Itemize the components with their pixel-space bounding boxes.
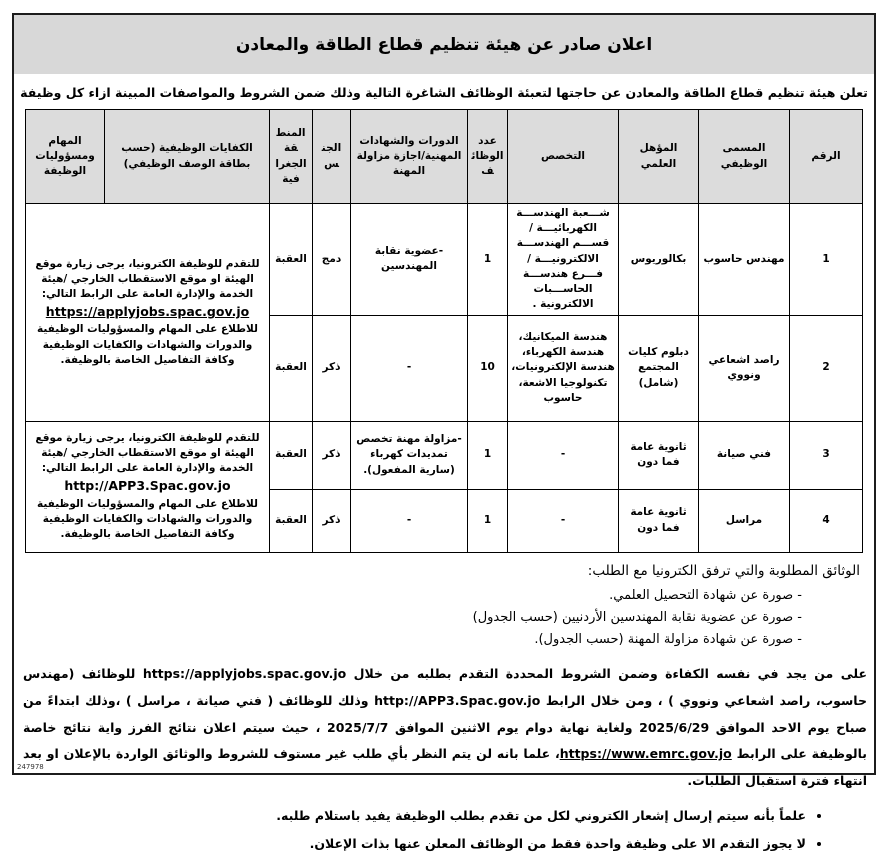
apply-text-after: للاطلاع على المهام والمسؤوليات الوظيفية والدورات والشهادات والكفايات الوظيفية وكافة التفاصيل الخاصة بالوظيفة. <box>37 323 258 366</box>
job-title: مهندس حاسوب <box>699 204 790 316</box>
document-item: - صورة عن عضوية نقابة المهندسين الأردنيين (حسب الجدول) <box>472 609 802 625</box>
required-documents-section <box>28 563 860 651</box>
col-certificates: الدورات والشهادات المهنية/اجازة مزاولة المهنة <box>351 110 468 204</box>
qualification: ثانوية عامة فما دون <box>619 489 699 552</box>
apply-text-after: للاطلاع على المهام والمسؤوليات الوظيفية والدورات والشهادات والكفايات الوظيفية وكافة التفاصيل الخاصة بالوظيفة. <box>37 497 258 541</box>
emrc-link[interactable]: https://www.emrc.gov.jo <box>559 746 732 762</box>
vacancy-count: 1 <box>468 489 508 552</box>
app3-link[interactable]: http://APP3.Spac.gov.jo <box>374 692 541 708</box>
page-title: اعلان صادر عن هيئة تنظيم قطاع الطاقة والمعادن <box>235 34 653 55</box>
row-number: 3 <box>790 421 863 489</box>
col-competencies: الكفايات الوظيفية (حسب بطاقة الوصف الوظيفي) <box>105 110 270 204</box>
table-header-row <box>26 110 863 204</box>
qualification: دبلوم كليات المجتمع (شامل) <box>619 315 699 421</box>
document-item: - صورة عن شهادة مزاولة المهنة (حسب الجدول). <box>534 631 802 647</box>
specialty: هندسة الميكانيك، هندسة الكهرباء، هندسة الإلكترونيات، تكنولوجيا الاشعة، حاسوب <box>508 315 619 421</box>
paragraph-text: على من يجد في نفسه الكفاءة وضمن الشروط المحددة التقدم بطلبه من خلال <box>346 665 867 681</box>
applyjobs-link[interactable]: https://applyjobs.spac.gov.jo <box>142 665 347 681</box>
announcement-page <box>12 13 876 851</box>
col-gender: الجنس <box>313 110 351 204</box>
specialty: - <box>508 421 619 489</box>
vacancy-count: 1 <box>468 421 508 489</box>
apply-instructions-cell <box>26 204 270 422</box>
region: العقبة <box>270 421 313 489</box>
apply-link-applyjobs[interactable]: https://applyjobs.spac.gov.jo <box>45 304 250 320</box>
apply-text-before: للتقدم للوظيفة الكترونيا، يرجى زيارة موقع الهيئة او موقع الاستقطاب الخارجي /هيئة الخدمة والإدارة العامة على الرابط التالي: <box>35 257 260 300</box>
job-title: مراسل <box>699 489 790 552</box>
col-region: المنطقة الجغرافية <box>270 110 313 204</box>
certificates: -مزاولة مهنة تخصص تمديدات كهرباء (سارية المفعول). <box>351 421 468 489</box>
paragraph-text: ، علما بانه لن يتم النظر بأي طلب غير مستوف للشروط والوثائق الواردة بالإعلان او بعد انتهاء فترة استقبال الطلبات. <box>23 746 867 789</box>
job-title: فني صيانة <box>699 421 790 489</box>
specialty: - <box>508 489 619 552</box>
announcement-subtitle: تعلن هيئة تنظيم قطاع الطاقة والمعادن عن حاجتها لتعبئة الوظائف الشاغرة التالية وذلك ضمن الشروط والمواصفات المبينة ازاء كل وظيفة <box>20 85 868 100</box>
paragraph-text: وذلك للوظائف ( فني صيانة ، مراسل ) ،وذلك ابتداءً من صباح يوم الاحد الموافق 2025/6/29 ولغاية نهاية دوام يوم الاثنين الموافق 2025/7/7 ، حيث سيتم اعلان نتائج الفرز واية نتائج خاصة بالوظيفة على الرابط <box>23 692 868 762</box>
vacancy-count: 10 <box>468 315 508 421</box>
gender: ذكر <box>313 315 351 421</box>
title-bar <box>14 15 874 74</box>
col-duties: المهام ومسؤوليات الوظيفة <box>26 110 105 204</box>
paragraph-text: للوظائف (مهندس حاسوب، راصد اشعاعي ونووي ) ، ومن خلال الرابط <box>23 665 867 708</box>
certificates: - <box>351 489 468 552</box>
vacancies-table <box>25 109 863 553</box>
table-row <box>26 421 863 489</box>
qualification: بكالوريوس <box>619 204 699 316</box>
row-number: 2 <box>790 315 863 421</box>
col-vacancy-count: عدد الوظائف <box>468 110 508 204</box>
col-qualification: المؤهل العلمي <box>619 110 699 204</box>
col-number: الرقم <box>790 110 863 204</box>
note-item: • لا يجوز التقدم الا على وظيفة واحدة فقط من الوظائف المعلن عنها بذات الإعلان. <box>14 831 806 856</box>
apply-link-app3[interactable]: http://APP3.Spac.gov.jo <box>64 478 231 494</box>
notes-list <box>14 803 806 856</box>
col-specialty: التخصص <box>508 110 619 204</box>
note-item: • علماً بأنه سيتم إرسال إشعار الكتروني لكل من تقدم بطلب الوظيفة يفيد باستلام طلبه. <box>14 803 806 829</box>
gender: ذكر <box>313 421 351 489</box>
announcement-code: 247978 <box>17 763 44 771</box>
certificates: -عضوية نقابة المهندسين <box>351 204 468 316</box>
region: العقبة <box>270 489 313 552</box>
application-instructions-paragraph <box>23 661 867 795</box>
apply-instructions-cell <box>26 421 270 552</box>
row-number: 4 <box>790 489 863 552</box>
apply-text-before: للتقدم للوظيفة الكترونيا، يرجى زيارة موقع الهيئة او موقع الاستقطاب الخارجي /هيئة الخدمة والإدارة العامة على الرابط التالي: <box>35 431 260 475</box>
region: العقبة <box>270 315 313 421</box>
table-row <box>26 204 863 316</box>
qualification: ثانوية عامة فما دون <box>619 421 699 489</box>
gender: ذكر <box>313 489 351 552</box>
certificates: - <box>351 315 468 421</box>
specialty: شـــعبة الهندســـة الكهربائيـــة /قســـم الهندســـة الالكترونيـــة / فـــرع هندســـة الحاســـبات الالكترونية . <box>508 204 619 316</box>
required-documents-heading: الوثائق المطلوبة والتي ترفق الكترونيا مع الطلب: <box>587 562 860 579</box>
job-title: راصد اشعاعي ونووي <box>699 315 790 421</box>
row-number: 1 <box>790 204 863 316</box>
region: العقبة <box>270 204 313 316</box>
document-item: - صورة عن شهادة التحصيل العلمي. <box>609 587 802 603</box>
col-job-title: المسمى الوظيفي <box>699 110 790 204</box>
gender: دمج <box>313 204 351 316</box>
vacancy-count: 1 <box>468 204 508 316</box>
